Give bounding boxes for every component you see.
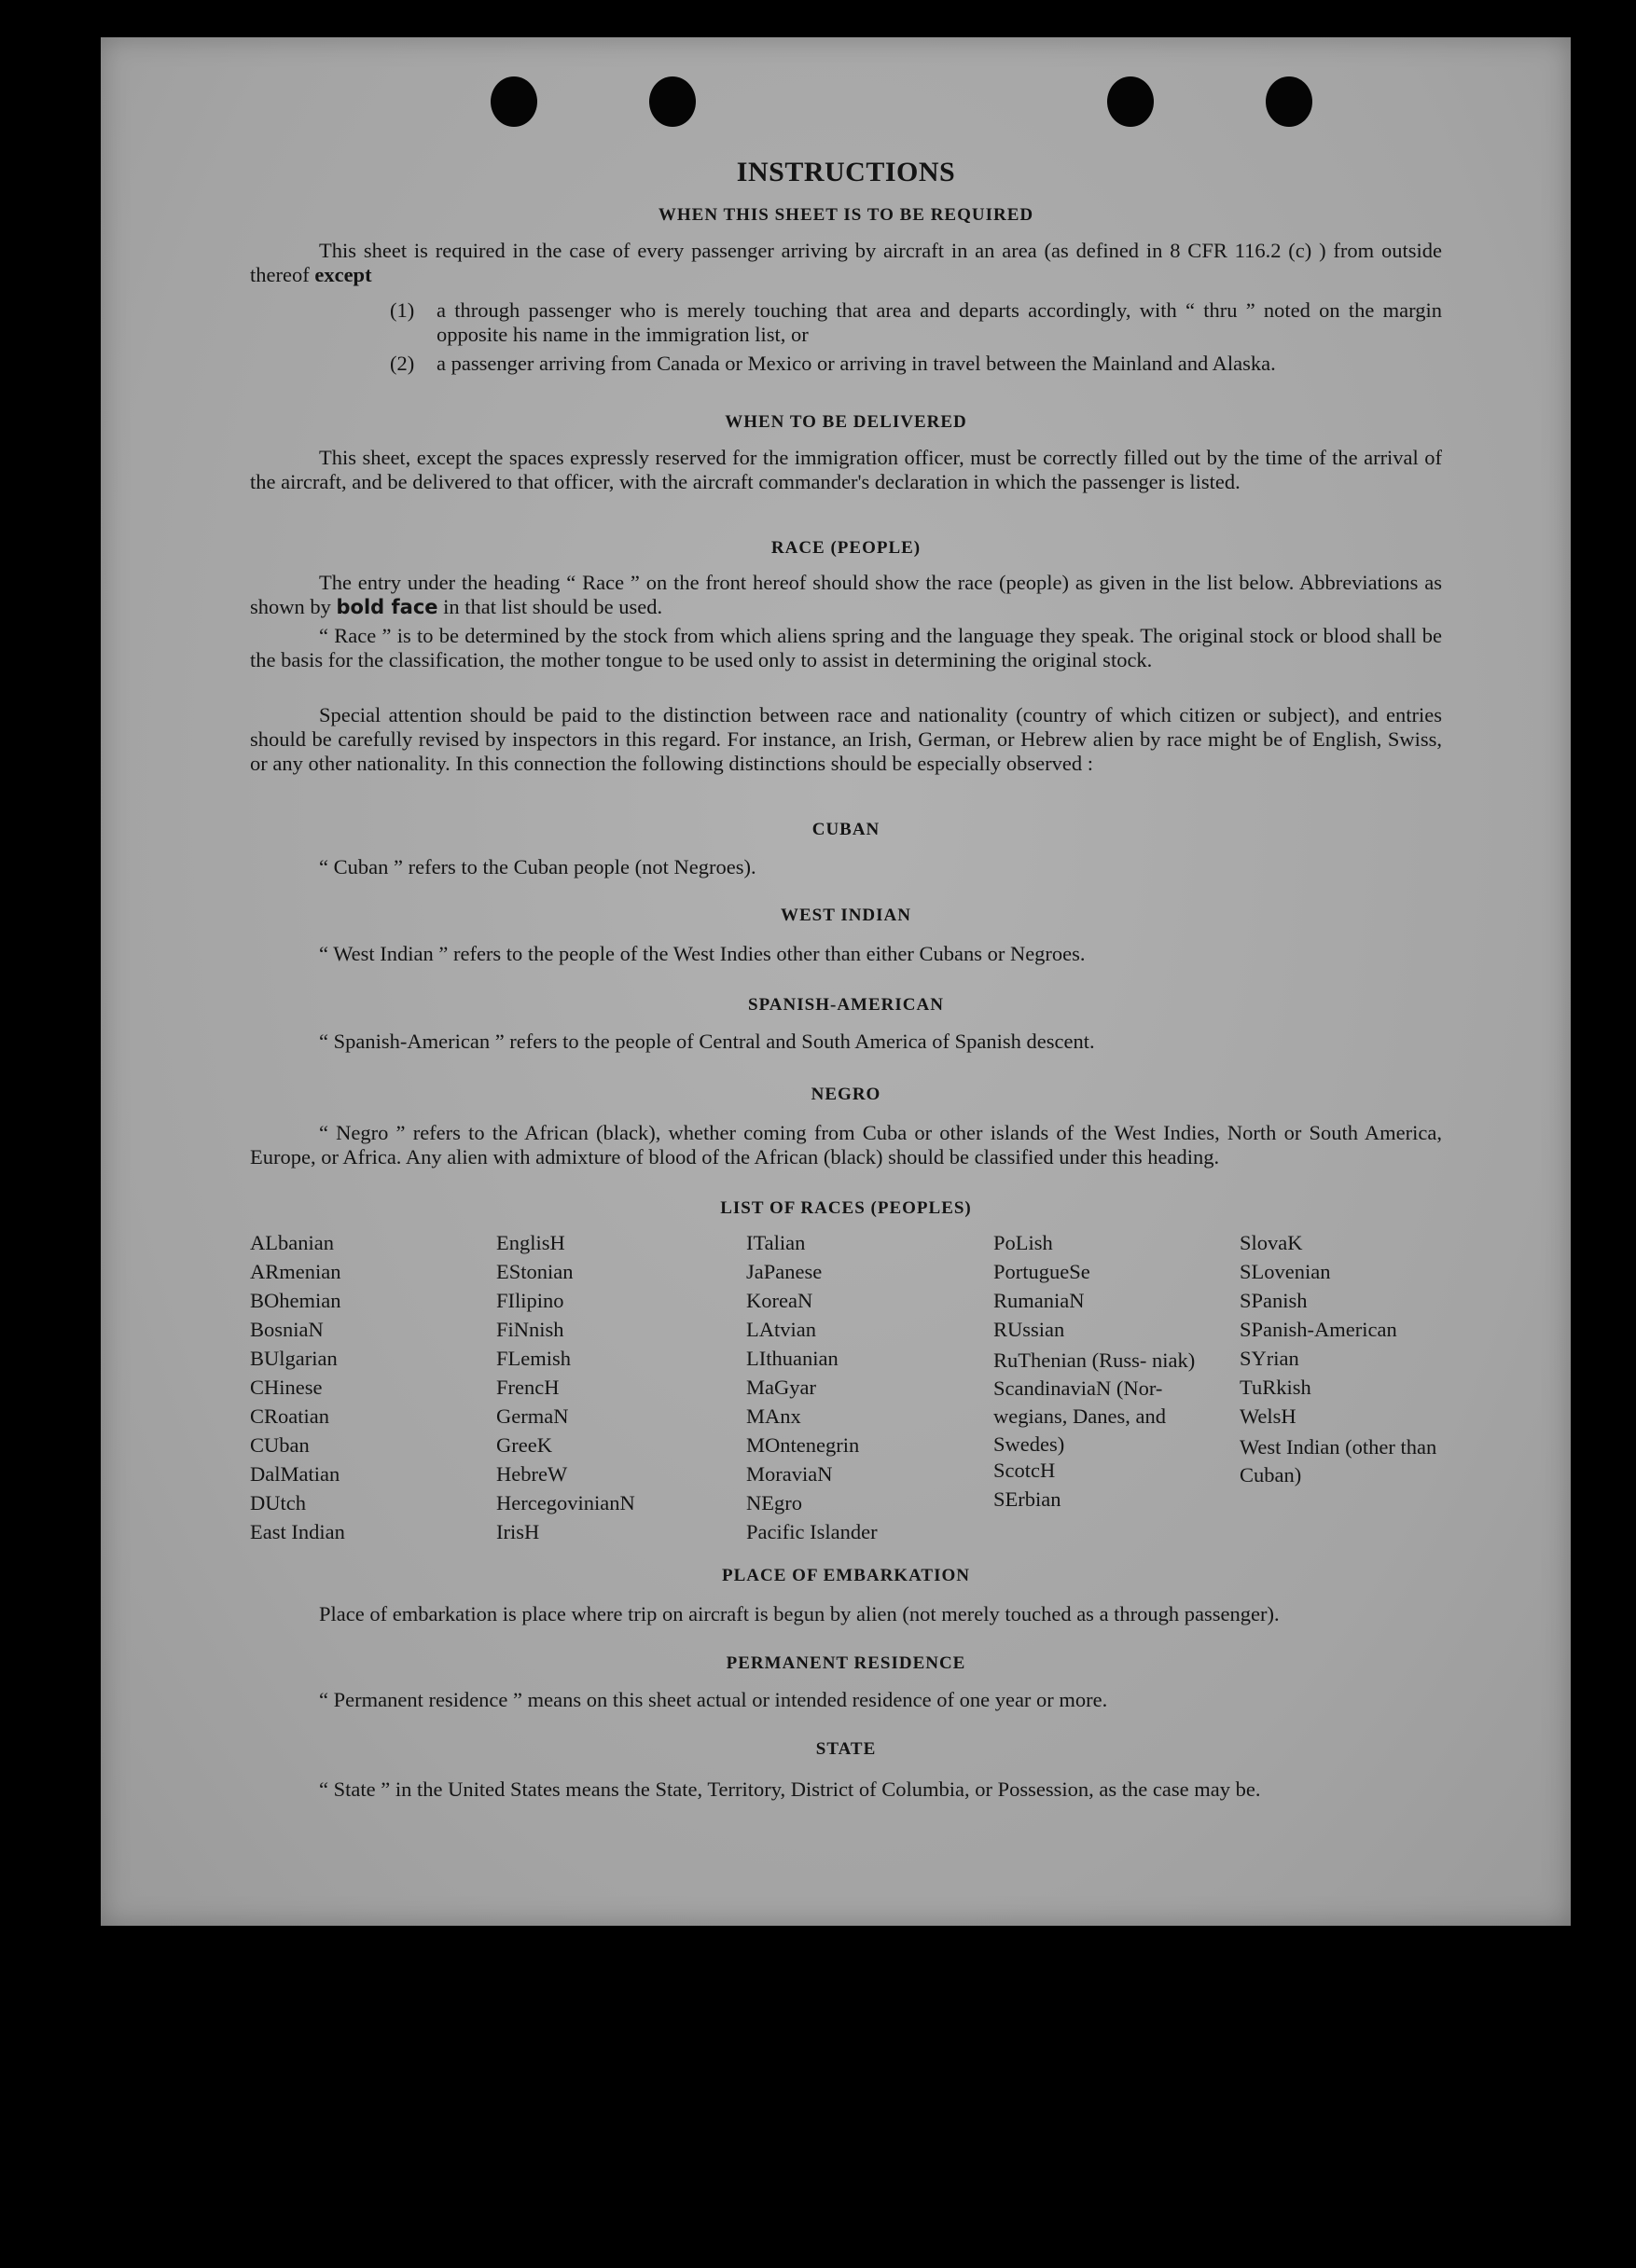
race-item: ITalian (746, 1231, 806, 1254)
punch-hole (1266, 76, 1312, 127)
race-item: MoraviaN (746, 1462, 833, 1486)
race-item: SErbian (993, 1487, 1061, 1511)
race-item: LAtvian (746, 1318, 816, 1341)
when-required-text (250, 239, 1442, 287)
race-item: PoLish (993, 1231, 1053, 1254)
when-required-intro: This sheet is required in the case of every passenger arriving by aircraft in an area (as defined in 8 CFR 116.2 (c) ) from outside thereof (250, 239, 1442, 286)
race-item: JaPanese (746, 1260, 823, 1283)
race-text-1: The entry under the heading “ Race ” on the front hereof should show the race (people) as given in the list below. Abbreviations as shown by bold face in that list should be used. (250, 571, 1442, 618)
heading-when-required: WHEN THIS SHEET IS TO BE REQUIRED (658, 205, 1034, 225)
punch-hole (649, 76, 696, 127)
race-item: DUtch (250, 1491, 306, 1514)
race-item: CUban (250, 1433, 310, 1457)
race-item: FiNnish (496, 1318, 564, 1341)
race-item: West Indian (other than Cuban) (1240, 1435, 1437, 1487)
race-item: CRoatian (250, 1404, 329, 1428)
negro-text: “ Negro ” refers to the African (black), whether coming from Cuba or other islands of the West Indies, North or South America, Europe, or Africa. Any alien with admixture of blood of the African (black) should be classified under this heading. (250, 1121, 1442, 1169)
bold-face-keyword: bold face (336, 596, 438, 618)
race-item: ALbanian (250, 1231, 334, 1254)
heading-race: RACE (PEOPLE) (770, 538, 922, 558)
heading-cuban: CUBAN (811, 820, 880, 839)
race-item: HebreW (496, 1462, 568, 1486)
item-number: (1) (390, 298, 415, 322)
races-column-1 (250, 1231, 345, 1549)
permanent-residence-text: “ Permanent residence ” means on this sheet actual or intended residence of one year or more. (319, 1688, 1108, 1711)
race-text-3: Special attention should be paid to the distinction between race and nationality (country of which citizen or subject), and entries should be carefully revised by inspectors in this regard. For instance, an Irish, German, or Hebrew alien by race might be of English, Swiss, or any other nationality. In this connection the following distinctions should be especially observed : (250, 703, 1442, 775)
race-item: SLovenian (1240, 1260, 1331, 1283)
race-item: GreeK (496, 1433, 552, 1457)
race-item: DalMatian (250, 1462, 340, 1486)
race-item: NEgro (746, 1491, 802, 1514)
race-item: RumaniaN (993, 1289, 1085, 1312)
spanish-american-text: “ Spanish-American ” refers to the people of Central and South America of Spanish descent. (319, 1030, 1095, 1053)
race-item: BosniaN (250, 1318, 324, 1341)
race-item: TuRkish (1240, 1376, 1311, 1399)
race-item: WelsH (1240, 1404, 1296, 1428)
race-item: MAnx (746, 1404, 801, 1428)
heading-state: STATE (815, 1739, 877, 1759)
race-item: East Indian (250, 1520, 345, 1543)
race-item: BUlgarian (250, 1347, 338, 1370)
race-item: PortugueSe (993, 1260, 1090, 1283)
item-text: a through passenger who is merely touching that area and departs accordingly, with “ thru ” noted on the margin opposite his name in the immigration list, or (437, 298, 1442, 346)
race-item: RuThenian (Russ- niak) (993, 1348, 1196, 1372)
state-text: “ State ” in the United States means the State, Territory, District of Columbia, or Possession, as the case may be. (319, 1777, 1261, 1801)
when-delivered-text: This sheet, except the spaces expressly reserved for the immigration officer, must be correctly filled out by the time of the arrival of the aircraft, and be delivered to that officer, with the aircraft commander's declaration in which the passenger is listed. (250, 446, 1442, 493)
race-item: KoreaN (746, 1289, 813, 1312)
punch-hole (491, 76, 537, 127)
heading-spanish-american: SPANISH-AMERICAN (748, 995, 944, 1015)
races-column-5 (1240, 1231, 1442, 1489)
race-item: GermaN (496, 1404, 569, 1428)
race-item: LIthuanian (746, 1347, 839, 1370)
races-column-4 (993, 1231, 1208, 1516)
race-text-2: “ Race ” is to be determined by the stock from which aliens spring and the language they speak. The original stock or blood shall be the basis for the classification, the mother tongue to be used only to assist in determining the original stock. (250, 624, 1442, 671)
place-of-embarkation-text: Place of embarkation is place where trip on aircraft is begun by alien (not merely touched as a through passenger). (319, 1602, 1280, 1625)
race-item: ARmenian (250, 1260, 341, 1283)
race-item: SlovaK (1240, 1231, 1303, 1254)
heading-list-of-races: LIST OF RACES (PEOPLES) (720, 1198, 972, 1218)
race-item: MaGyar (746, 1376, 816, 1399)
races-column-3 (746, 1231, 878, 1549)
race-item: SPanish-American (1240, 1318, 1397, 1341)
page-title: INSTRUCTIONS (736, 157, 956, 187)
west-indian-text: “ West Indian ” refers to the people of the West Indies other than either Cubans or Negroes. (319, 942, 1086, 965)
race-item: FrencH (496, 1376, 560, 1399)
except-keyword: except (314, 263, 372, 286)
heading-west-indian: WEST INDIAN (781, 906, 911, 925)
race-item: RUssian (993, 1318, 1065, 1341)
heading-place-of-embarkation: PLACE OF EMBARKATION (722, 1566, 970, 1585)
race-item: SPanish (1240, 1289, 1308, 1312)
punch-hole (1107, 76, 1154, 127)
race-item: IrisH (496, 1520, 540, 1543)
race-item: FLemish (496, 1347, 572, 1370)
races-column-2 (496, 1231, 635, 1549)
cuban-text: “ Cuban ” refers to the Cuban people (not Negroes). (319, 855, 756, 878)
race-item: SYrian (1240, 1347, 1299, 1370)
item-text: a passenger arriving from Canada or Mexico or arriving in travel between the Mainland and Alaska. (437, 352, 1276, 375)
race-item: EStonian (496, 1260, 574, 1283)
race-item: BOhemian (250, 1289, 341, 1312)
heading-permanent-residence: PERMANENT RESIDENCE (726, 1653, 966, 1673)
race-item: Pacific Islander (746, 1520, 878, 1543)
race-item: EnglisH (496, 1231, 565, 1254)
race-item: HercegovinianN (496, 1491, 635, 1514)
race-item: CHinese (250, 1376, 323, 1399)
race-item: MOntenegrin (746, 1433, 860, 1457)
race-item: ScandinaviaN (Nor- wegians, Danes, and Swedes) (993, 1376, 1166, 1456)
item-number: (2) (390, 352, 415, 375)
heading-when-delivered: WHEN TO BE DELIVERED (725, 412, 967, 432)
heading-negro: NEGRO (811, 1085, 881, 1104)
race-item: ScotcH (993, 1459, 1056, 1482)
race-item: FIlipino (496, 1289, 564, 1312)
